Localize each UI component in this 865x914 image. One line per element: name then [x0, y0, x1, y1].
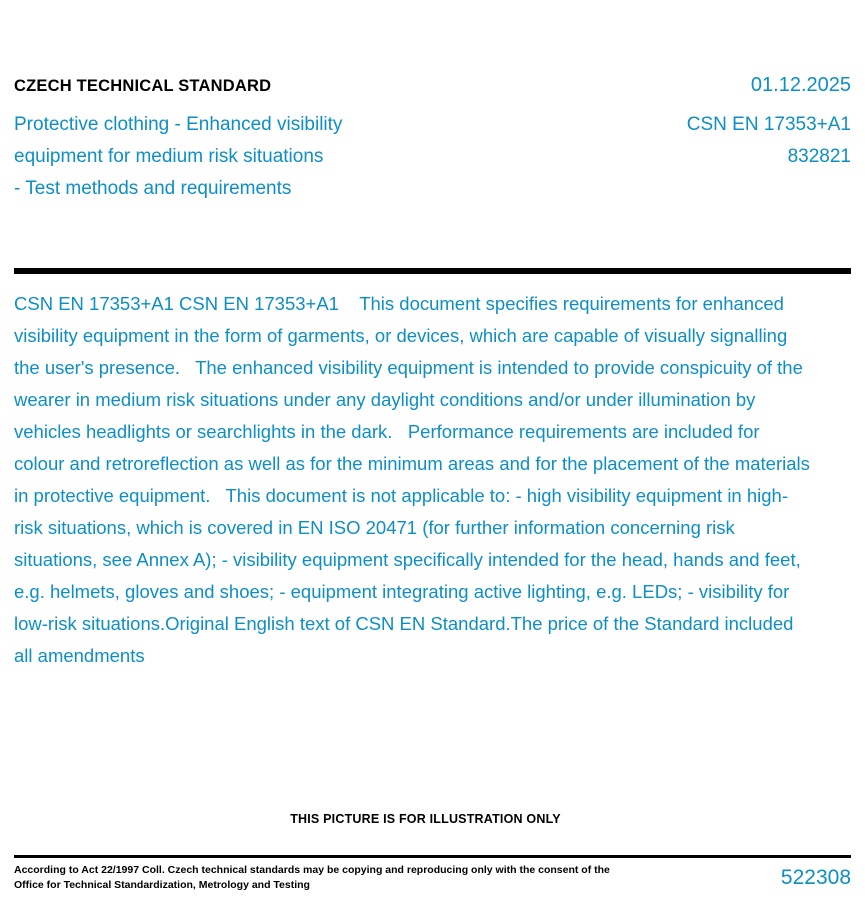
title-line-1: [14, 114, 851, 136]
standard-code: CSN EN 17353+A1: [686, 114, 851, 135]
title-line-2: [14, 146, 851, 168]
standard-class-number: 832821: [787, 146, 851, 167]
title-block: [14, 114, 851, 210]
document-footer: [14, 863, 851, 893]
divider-top: [14, 268, 851, 274]
document-title-line2: equipment for medium risk situations: [14, 146, 324, 167]
copyright-notice: According to Act 22/1997 Coll. Czech technical standards may be copying and reproducing only with the consent of the Office for Technical Standardization, Metrology and Testing: [14, 864, 610, 891]
publication-date: 01.12.2025: [750, 74, 851, 96]
divider-bottom: [14, 855, 851, 858]
title-line-3: [14, 178, 851, 200]
standard-type-label: CZECH TECHNICAL STANDARD: [14, 77, 272, 95]
document-header: [14, 74, 851, 97]
illustration-only-note: THIS PICTURE IS FOR ILLUSTRATION ONLY: [290, 812, 561, 826]
document-title-line1: Protective clothing - Enhanced visibility: [14, 114, 343, 135]
abstract-text: CSN EN 17353+A1 CSN EN 17353+A1 This document specifies requirements for enhanced visibility equipment in the form of garments, or devices, which are capable of visually signalling the user's presence. The enhanced visibility equipment is intended to provide conspicuity of the wearer in medium risk situations under any daylight conditions and/or under illumination by vehicles headlights or searchlights in the dark. Performance requirements are included for colour and retroreflection as well as for the minimum areas and for the placement of the materials in protective equipment. This document is not applicable to: - high visibility equipment in high-risk situations, which is covered in EN ISO 20471 (for further information concerning risk situations, see Annex A); - visibility equipment specifically intended for the head, hands and feet, e.g. helmets, gloves and shoes; - equipment integrating active lighting, e.g. LEDs; - visibility for low-risk situations.Original English text of CSN EN Standard.The price of the Standard included all amendments: [14, 293, 816, 666]
document-title-line3: - Test methods and requirements: [14, 178, 292, 199]
catalog-number: 522308: [780, 866, 851, 889]
